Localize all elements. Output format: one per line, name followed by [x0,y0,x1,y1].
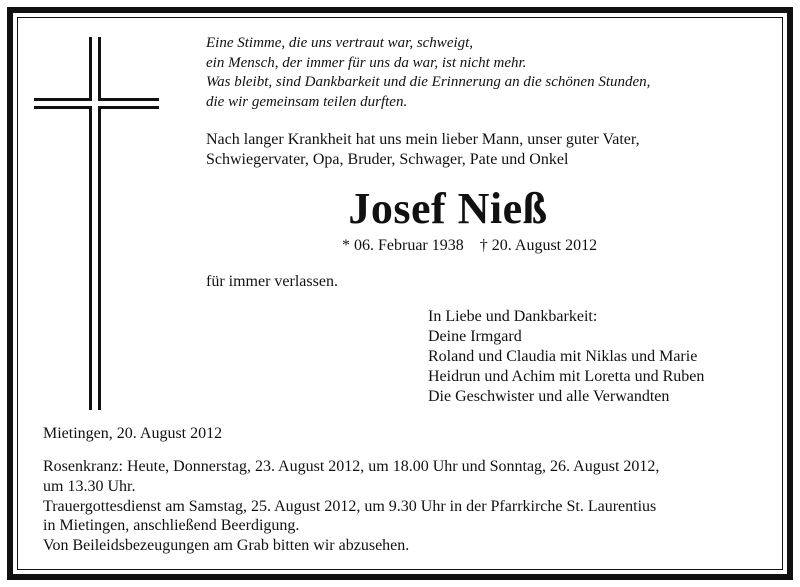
intro-text [206,130,640,169]
farewell-text: für immer verlassen. [206,273,338,290]
poem-line: die wir gemeinsam teilen durften. [206,93,408,110]
intro-line: Nach langer Krankheit hat uns mein lieber Mann, unser guter Vater, [206,131,640,148]
life-dates [342,236,597,256]
mourners-line: Die Geschwister und alle Verwandten [428,388,670,405]
details-line: Trauergottesdienst am Samstag, 25. August 2012, um 9.30 Uhr in der Pfarrkirche St. Laurentius [43,497,657,515]
service-details [43,457,659,556]
intro-line: Schwiegervater, Opa, Bruder, Schwager, Pate und Onkel [206,150,569,168]
mourners-line: In Liebe und Dankbarkeit: [428,308,598,325]
mourners-line: Deine Irmgard [428,328,522,345]
details-line: in Mietingen, anschließend Beerdigung. [43,517,300,535]
details-line: um 13.30 Uhr. [43,477,136,495]
birth-date: * 06. Februar 1938 [342,237,464,254]
mourners-line: Heidrun und Achim mit Loretta und Ruben [428,368,705,385]
poem-line: ein Mensch, der immer für uns da war, ist nicht mehr. [206,54,527,71]
details-line: Rosenkranz: Heute, Donnerstag, 23. August 2012, um 18.00 Uhr und Sonntag, 26. August 2012, [43,458,660,475]
death-date: † 20. August 2012 [479,237,598,254]
poem-line: Was bleibt, sind Dankbarkeit und die Erinnerung an die schönen Stunden, [206,74,651,90]
poem-line: Eine Stimme, die uns vertraut war, schweigt, [206,35,474,51]
details-line: Von Beileidsbezeugungen am Grab bitten wir abzusehen. [43,537,410,555]
mourners-line: Roland und Claudia mit Niklas und Marie [428,348,698,365]
memorial-poem [206,34,650,112]
cross-intersection [92,98,98,109]
deceased-name: Josef Nieß [348,184,548,233]
place-and-date: Mietingen, 20. August 2012 [43,425,223,442]
mourners-list [428,307,704,407]
